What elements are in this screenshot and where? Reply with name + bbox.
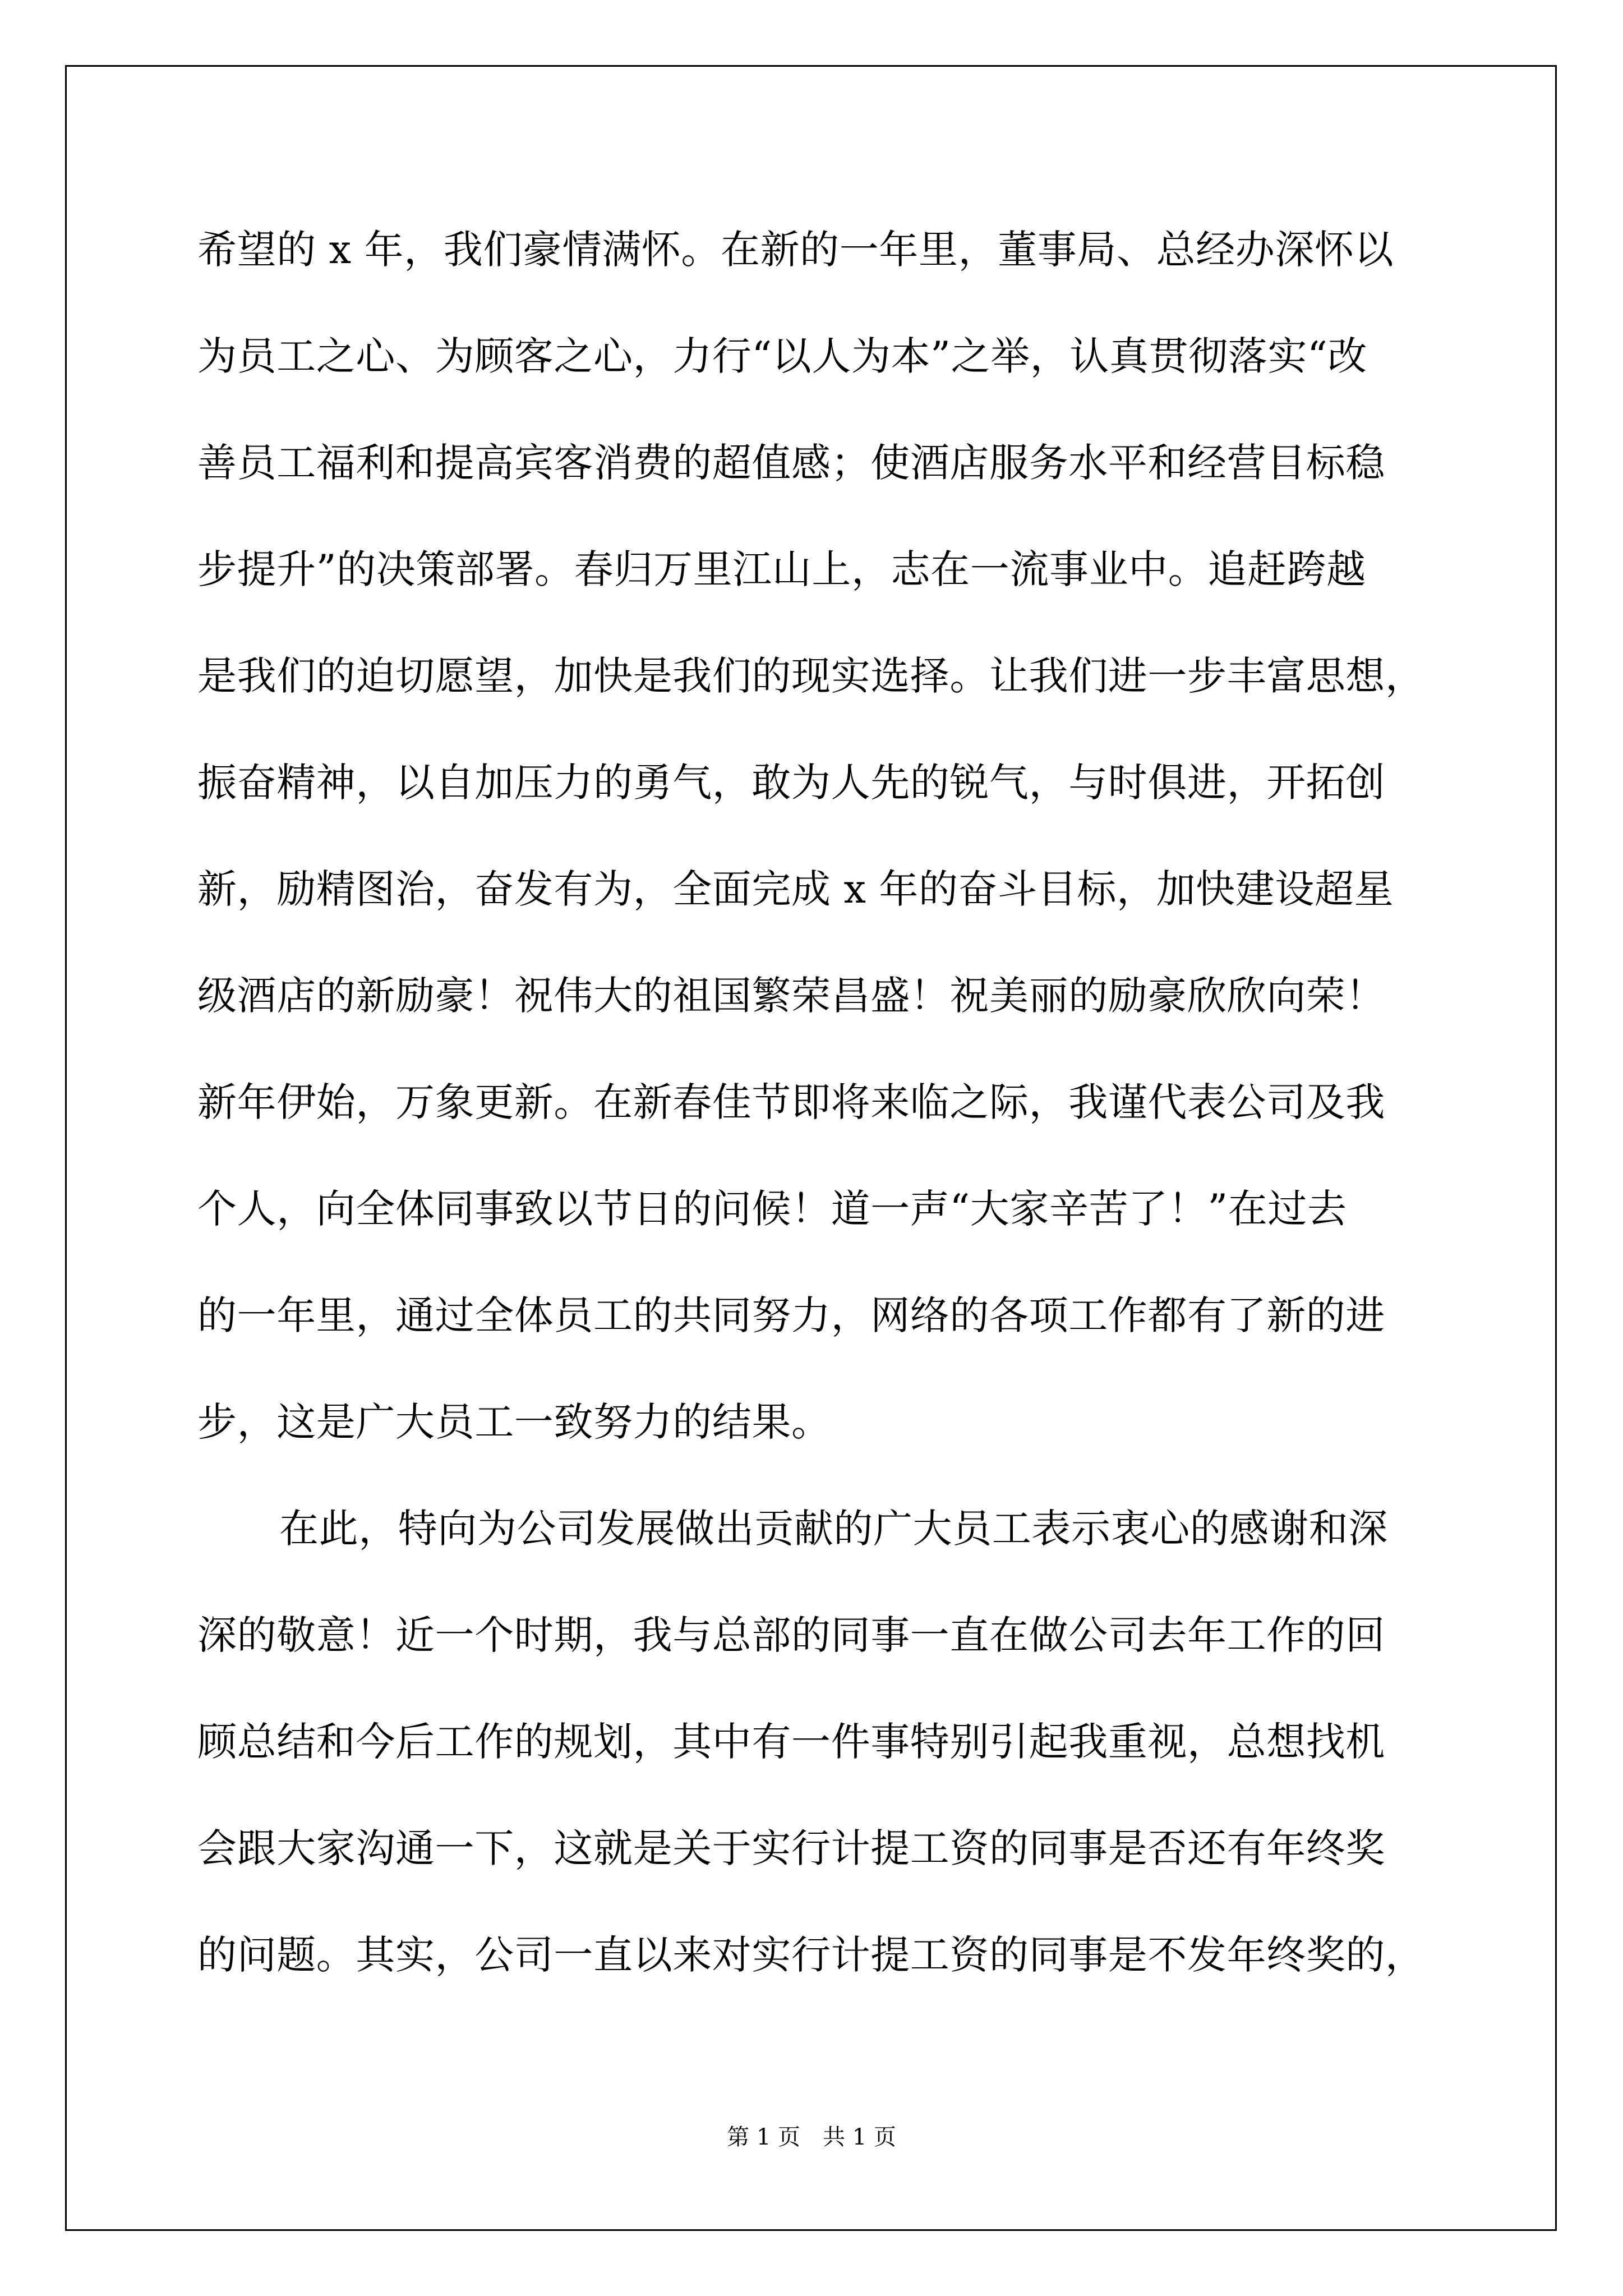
text-line: 级酒店的新励豪！祝伟大的祖国繁荣昌盛！祝美丽的励豪欣欣向荣！ [197,973,1385,1019]
text-line: 顾总结和今后工作的规划，其中有一件事特别引起我重视，总想找机 [197,1719,1385,1765]
text-line: 善员工福利和提高宾客消费的超值感；使酒店服务水平和经营目标稳 [197,440,1385,486]
text-line: 振奋精神，以自加压力的勇气，敢为人先的锐气，与时俱进，开拓创 [197,760,1385,806]
text-line: 的问题。其实，公司一直以来对实行计提工资的同事是不发年终奖的， [197,1932,1425,1978]
text-line: 希望的 x 年，我们豪情满怀。在新的一年里，董事局、总经办深怀以 [197,227,1394,273]
text-line: 会跟大家沟通一下，这就是关于实行计提工资的同事是否还有年终奖 [197,1825,1385,1871]
text-line: 新，励精图治，奋发有为，全面完成 x 年的奋斗目标，加快建设超星 [197,866,1394,912]
text-line-indented: 在此，特向为公司发展做出贡献的广大员工表示衷心的感谢和深 [279,1506,1388,1552]
text-line: 新年伊始，万象更新。在新春佳节即将来临之际，我谨代表公司及我 [197,1079,1385,1125]
page-border [65,65,1557,2231]
text-line: 个人，向全体同事致以节日的问候！道一声“大家辛苦了！”在过去 [197,1186,1347,1232]
text-line: 步，这是广大员工一致努力的结果。 [197,1399,831,1445]
text-line: 的一年里，通过全体员工的共同努力，网络的各项工作都有了新的进 [197,1292,1385,1338]
page-footer: 第 1 页 共 1 页 [727,2124,896,2150]
text-line: 是我们的迫切愿望，加快是我们的现实选择。让我们进一步丰富思想， [197,653,1425,699]
text-line: 步提升”的决策部署。春归万里江山上，志在一流事业中。追赶跨越 [197,546,1366,592]
text-line: 为员工之心、为顾客之心，力行“以人为本”之举，认真贯彻落实“改 [197,333,1367,379]
text-line: 深的敬意！近一个时期，我与总部的同事一直在做公司去年工作的回 [197,1612,1385,1658]
